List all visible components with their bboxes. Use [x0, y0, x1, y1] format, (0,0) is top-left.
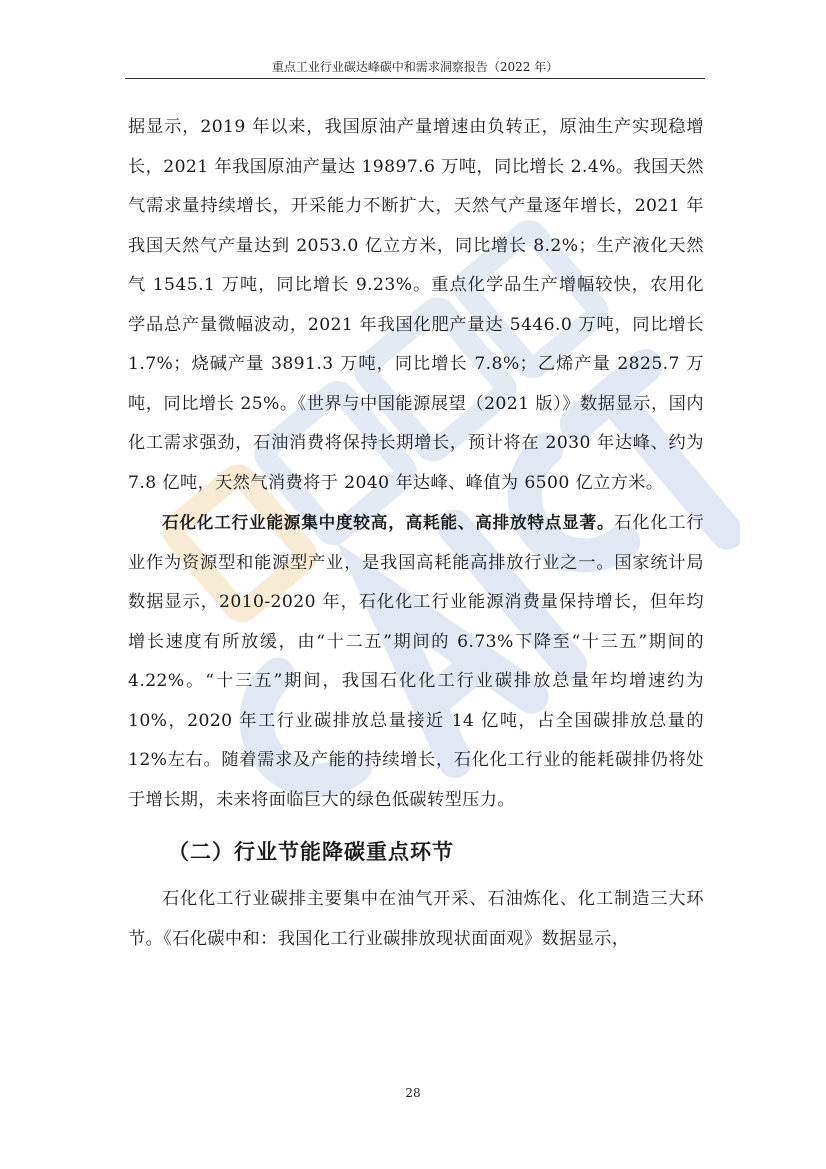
paragraph-text: 石化化工行业碳排主要集中在油气开采、石油炼化、化工制造三大环节。《石化碳中和：我国化工行业碳排放现状面面观》数据显示， [128, 889, 704, 949]
page-number: 28 [405, 1086, 421, 1100]
section-heading: （二）行业节能降碳重点环节 [168, 840, 454, 864]
document-body [128, 108, 704, 959]
header-divider [125, 78, 705, 79]
paragraph-text: 据显示，2019 年以来，我国原油产量增速由负转正，原油生产实现稳增长，2021 年我国原油产量达 19897.6 万吨，同比增长 2.4%。我国天然气需求量持续增长，开采能力不断扩大，天然气产量逐年增长，2021 年我国天然气产量达到 2053.0 亿立方米，同比增长 8.2%；生产液化天然气 1545.1 万吨，同比增长 9.23%。重点化学品生产增幅较快，农用化学品总产量微幅波动，2021 年我国化肥产量达 5446.0 万吨，同比增长 1.7%；烧碱产量 3891.3 万吨，同比增长 7.8%；乙烯产量 2825.7 万吨，同比增长 25%。《世界与中国能源展望（2021 版）》数据显示，国内化工需求强劲，石油消费将保持长期增长，预计将在 2030 年达峰、约为 7.8 亿吨，天然气消费将于 2040 年达峰、峰值为 6500 亿立方米。 [128, 117, 704, 493]
paragraph-lead-bold: 石化化工行业能源集中度较高，高耗能、高排放特点显著。 [162, 513, 615, 532]
paragraph-key-links [128, 880, 704, 959]
paragraph-continued [128, 108, 704, 503]
paragraph-text: 石化化工行业作为资源型和能源型产业，是我国高耗能高排放行业之一。国家统计局数据显示，2010-2020 年，石化化工行业能源消费量保持增长，但年均增长速度有所放缓，由“十二五”期间的 6.73%下降至“十三五”期间的 4.22%。“十三五”期间，我国石化化工行业碳排放总量年均增速约为 10%，2020 年工行业碳排放总量接近 14 亿吨，占全国碳排放总量的 12%左右。随着需求及产能的持续增长，石化化工行业的能耗碳排仍将处于增长期，未来将面临巨大的绿色低碳转型压力。 [128, 513, 704, 810]
paragraph-energy-emissions [128, 503, 704, 820]
running-header: 重点工业行业碳达峰碳中和需求洞察报告（2022 年） [271, 60, 559, 74]
